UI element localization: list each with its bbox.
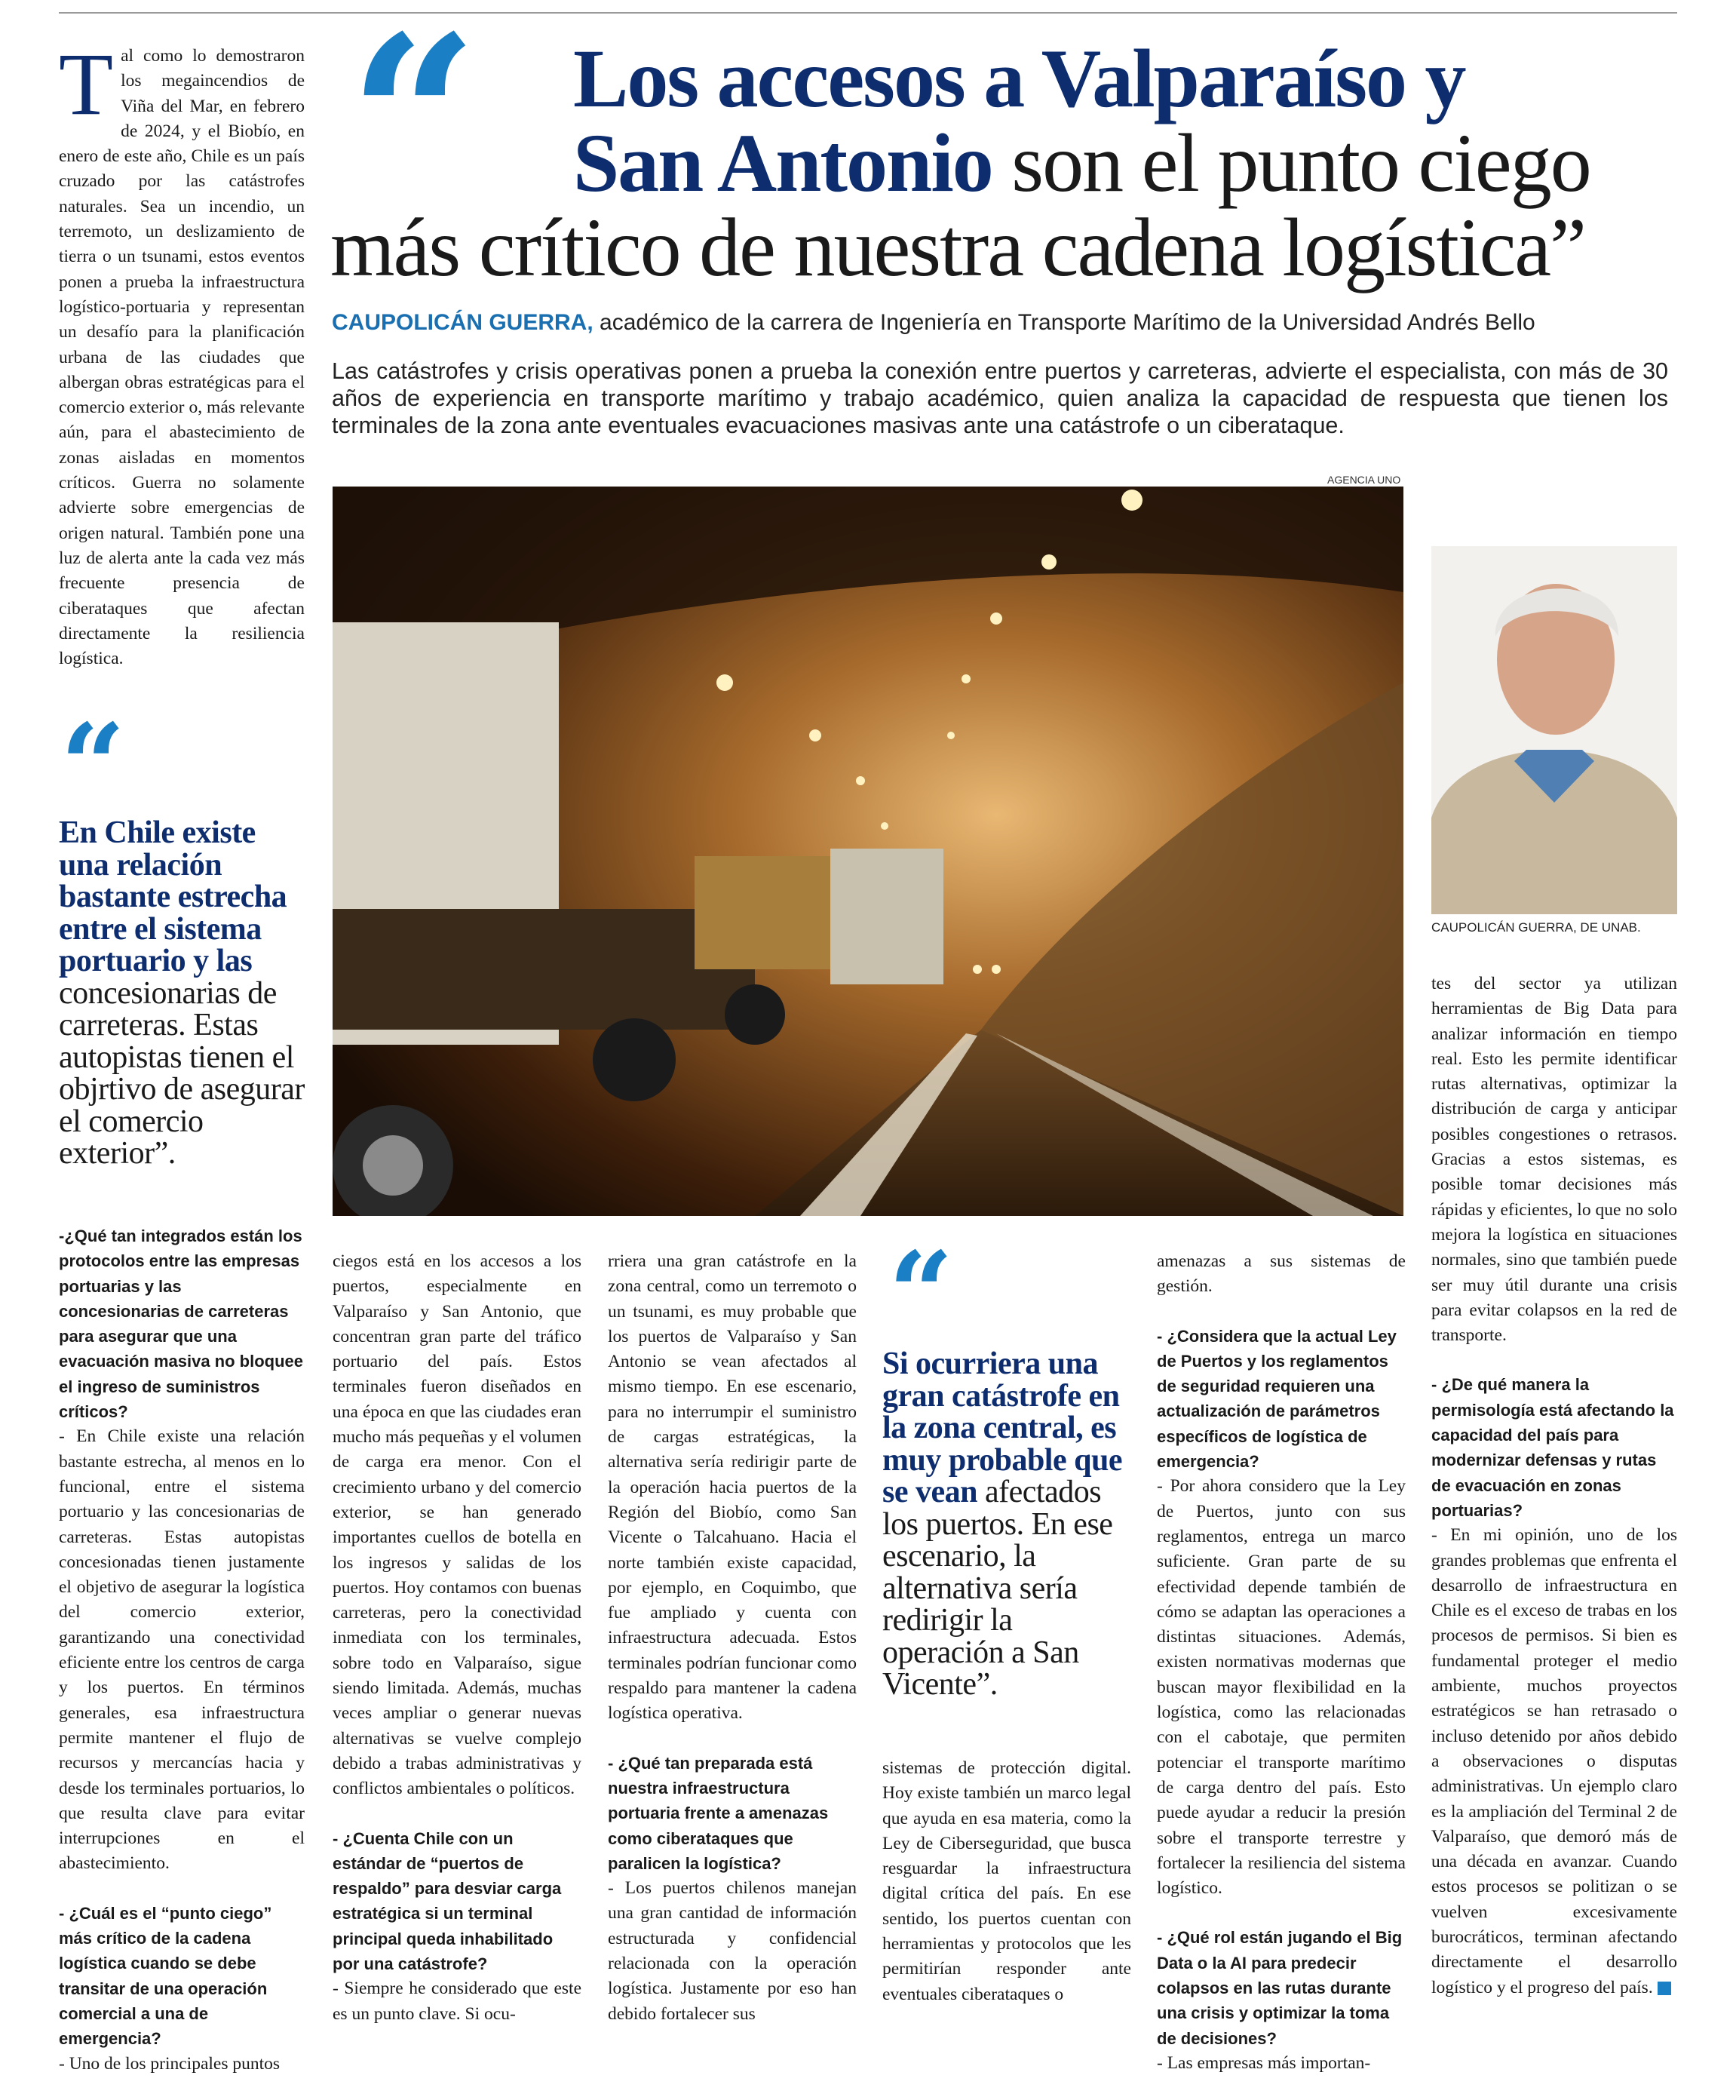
answer-6-cont: tes del sector ya utilizan herramientas de Big Data para analizar información en tiempo real. Esto les permite identificar rutas alternativas, optimizar la distribución de carga y anticipar posibles congestiones o retrasos. Gracias a estos sistemas, es posible tomar decisiones más rápidas y eficientes, lo que no solo mejora la logística en situaciones normales, sino que también puede ser muy útil durante una crisis para evitar colapsos en la red de transporte. (1431, 974, 1677, 1346)
headline-line-1: Los accesos a Valparaíso y (573, 32, 1465, 124)
intro-text: al como lo demostraron los megaincendios de Viña del Mar, en febrero de 2024, y el Biobío, en enero de este año, Chile es un país cruzado por las catástrofes naturales. Sea un incendio, un terremoto, un deslizamiento de tierra o un tsunami, estos eventos ponen a prueba la infraestructura logístico-portuaria y representan un desafío para la planificación urbana de las ciudades que albergan obras estratégicas para el comercio exterior o, más relevante aún, para el abastecimiento de zonas aisladas en momentos críticos. Guerra no solamente advierte sobre emergencias de origen natural. También pone una luz de alerta ante la cada vez más frecuente presencia de ciberataques que afectan directamente la resiliencia logística. (59, 46, 305, 669)
answer-2-start: - Uno de los principales puntos (59, 2053, 281, 2074)
byline: CAUPOLICÁN GUERRA, académico de la carrera de Ingeniería en Transporte Marítimo de la Universidad Andrés Bello (332, 310, 1535, 335)
answer-2-cont: ciegos está en los accesos a los puertos, especialmente en Valparaíso y San Antonio, que concentran gran parte del tráfico portuario del país. Estos terminales fueron diseñados en una época en que las ciudades eran mucho más pequeñas y el volumen de carga era menor. Con el crecimiento urbano y del comercio exterior, se han generado importantes cuellos de botella en los ingresos y salidas de los puertos. Hoy contamos con buenas carreteras, pero la conectividad inmediata con los terminales, sobre todo en Valparaíso, sigue siendo limitada. Además, muchas veces ampliar o generar nuevas alternativas se vuelve complejo debido a trabas administrativas y conflictos ambientales o políticos. (333, 1251, 581, 1799)
pull-quote-1: En Chile existe una relación bastante estrecha entre el sistema portuario y las concesionarias de carreteras. Estas autopistas tienen el objrtivo de asegurar el comercio exterior”. (59, 815, 305, 1171)
end-mark-icon (1658, 1982, 1671, 1995)
top-rule (59, 12, 1677, 14)
question-3: - ¿Cuenta Chile con un estándar de “puertos de respaldo” para desviar carga estratégica si un terminal principal queda inhabilitado por una catástrofe? (333, 1828, 562, 1974)
column-2 (333, 1249, 581, 2027)
pull-quote-2: Si ocurriera una gran catástrofe en la zona central, es muy probable que se vean afectados los puertos. En ese escenario, la alternativa sería redirigir la operación a San Vicente”. (882, 1346, 1122, 1702)
headline-line-3: más crítico de nuestra cadena logística” (330, 201, 1585, 293)
column-6 (1431, 972, 1677, 2000)
tunnel-photo (333, 487, 1403, 1216)
answer-4-end: amenazas a sus sistemas de gestión. (1157, 1251, 1406, 1297)
column-1 (59, 1223, 305, 2077)
pull-quote-2-mark: “ (888, 1227, 940, 1360)
portrait-caption: CAUPOLICÁN GUERRA, DE UNAB. (1431, 920, 1641, 935)
question-1: -¿Qué tan integrados están los protocolos entre las empresas portuarias y las concesionarias de carreteras para asegurar que una evacuación masiva no bloquee el ingreso de suministros críticos? (59, 1227, 304, 1422)
headline-quote-mark: “ (348, 0, 449, 252)
portrait-photo (1431, 546, 1677, 914)
column-4 (882, 1756, 1131, 2007)
answer-3-cont: rriera una gran catástrofe en la zona central, como un terremoto o un tsunami, es muy probable que los puertos de Valparaíso y San Antonio se vean afectados al mismo tiempo. En ese escenario, para no interrumpir el suministro de cargas estratégicas, la alternativa sería redirigir parte de la operación hacia puertos de la Región del Biobío, como San Vicente o Talcahuano. Hacia el norte también existe capacidad, por ejemplo, en Coquimbo, que fue ampliado y cuenta con infraestructura adecuada. Estos terminales podrían funcionar como respaldo para mantener la cadena logística operativa. (608, 1251, 857, 1724)
pull-quote-1-mark: “ (60, 699, 112, 832)
question-7: - ¿De qué manera la permisología está afectando la capacidad del país para modernizar defensas y rutas de evacuación en zonas portuarias? (1431, 1375, 1674, 1520)
question-6: - ¿Qué rol están jugando el Big Data o la AI para predecir colapsos en las rutas durante una crisis y optimizar la toma de decisiones? (1157, 1928, 1403, 2048)
drop-cap: T (59, 35, 114, 134)
answer-4-cont: sistemas de protección digital. Hoy existe también un marco legal que ayuda en esa materia, como la Ley de Ciberseguridad, que busca resguardar la infraestructura digital crítica del país. En ese sentido, los puertos cuentan con herramientas y protocolos que les permitirían responder ante eventuales ciberataques o (882, 1758, 1131, 2004)
column-5 (1157, 1249, 1406, 2076)
photo-credit: AGENCIA UNO (1327, 474, 1401, 486)
headline-line-2: San Antonio son el punto ciego (573, 117, 1590, 209)
answer-6-start: - Las empresas más importan- (1157, 2052, 1371, 2073)
answer-7: - En mi opinión, uno de los grandes problemas que enfrenta el desarrollo de infraestructura en Chile es el exceso de trabas en los procesos de permisos. Si bien es fundamental proteger el medio ambiente, muchos proyectos estratégicos se han retrasado o incluso detenido por años debido a observaciones o disputas administrativas. Un ejemplo claro es la ampliación del Terminal 2 de Valparaíso, que demoró más de una década en avanzar. Cuando estos procesos se politizan o se vuelven excesivamente burocráticos, terminan afectando directamente el desarrollo logístico y el progreso del país. (1431, 1525, 1677, 1997)
column-3 (608, 1249, 857, 2027)
portrait-illustration (1431, 546, 1677, 914)
question-5: - ¿Considera que la actual Ley de Puertos y los reglamentos de seguridad requieren una actualización de parámetros específicos de logística de emergencia? (1157, 1326, 1397, 1472)
answer-5: - Por ahora considero que la Ley de Puertos, junto con sus reglamentos, entrega un marco suficiente. Gran parte de su efectividad depende también de cómo se adaptan las operaciones a distintas situaciones. Además, existen normativas modernas que buscan mayor flexibilidad en la logística, como las relacionadas con el cabotaje, que permiten potenciar el transporte marítimo de carga dentro del país. Esto puede ayudar a reducir la presión sobre el transporte terrestre y fortalecer la resiliencia del sistema logístico. (1157, 1476, 1406, 1899)
question-2: - ¿Cuál es el “punto ciego” más crítico de la cadena logística cuando se debe transitar de una operación comercial a una de emergencia? (59, 1903, 272, 2049)
question-4: - ¿Qué tan preparada está nuestra infraestructura portuaria frente a amenazas como ciberataques que paralicen la logística? (608, 1753, 829, 1873)
tunnel-photo-illustration (333, 487, 1403, 1216)
answer-1: - En Chile existe una relación bastante estrecha, al menos en lo funcional, entre el sistema portuario y las concesionarias de carreteras. Estas autopistas concesionadas tienen justamente el objetivo de asegurar la logística del comercio exterior, garantizando una conectividad eficiente entre los centros de carga y los puertos. En términos generales, esa infraestructura permite mantener el flujo de recursos y mercancías hacia y desde los terminales portuarios, lo que resulta clave para evitar interrupciones en el abastecimiento. (59, 1426, 305, 1874)
answer-4-start: - Los puertos chilenos manejan una gran cantidad de información estructurada y confidencial relacionada con la operación logística. Justamente por eso han debido fortalecer sus (608, 1878, 857, 2024)
intro-column (59, 35, 305, 671)
deck: Las catástrofes y crisis operativas ponen a prueba la conexión entre puertos y carreteras, advierte el especialista, con más de 30 años de experiencia en transporte marítimo y trabajo académico, quien analiza la capacidad de respuesta que tienen los terminales de la zona ante eventuales evacuaciones masivas ante una catástrofe o un ciberataque. (332, 358, 1668, 438)
answer-3-start: - Siempre he considerado que este es un punto clave. Si ocu- (333, 1979, 581, 2024)
